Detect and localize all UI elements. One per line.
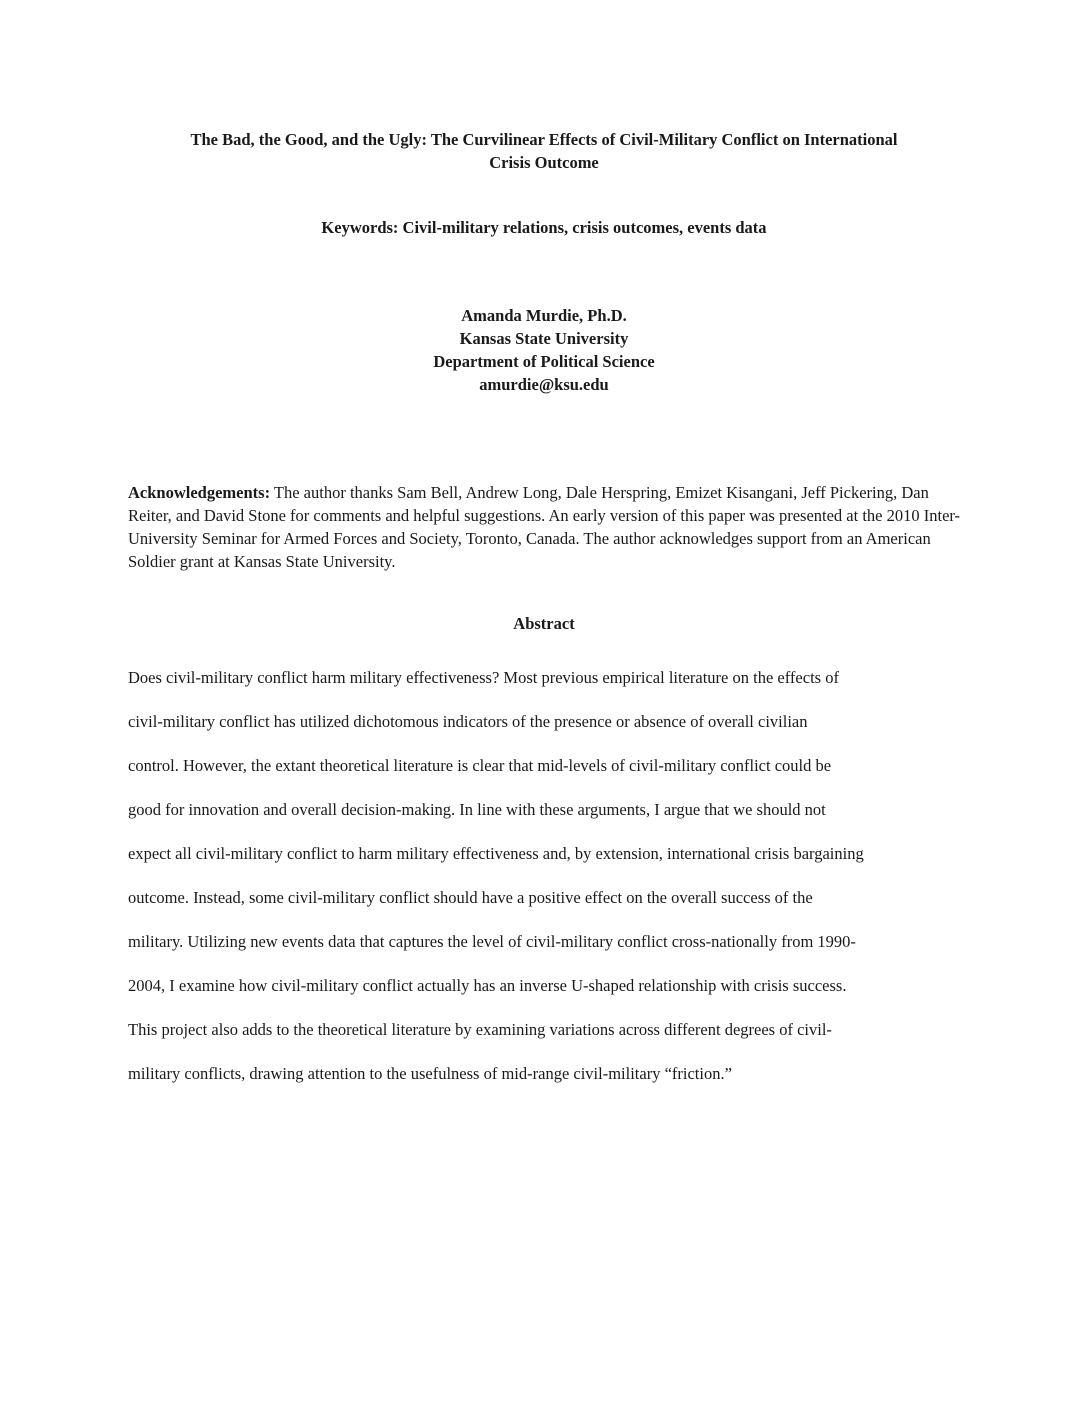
acknowledgements-label: Acknowledgements:: [128, 483, 271, 502]
paper-title-line-2: Crisis Outcome: [489, 153, 599, 172]
abstract-heading: Abstract: [513, 614, 575, 633]
author-email: amurdie@ksu.edu: [479, 375, 609, 394]
abstract-line: control. However, the extant theoretical literature is clear that mid-levels of civil-military conflict could be: [128, 756, 832, 775]
abstract-line: military conflicts, drawing attention to the usefulness of mid-range civil-military “friction.”: [128, 1064, 732, 1083]
abstract-line: Does civil-military conflict harm military effectiveness? Most previous empirical literature on the effects of: [128, 668, 839, 687]
acknowledgements-paragraph: [128, 481, 964, 573]
keywords-line: Keywords: Civil-military relations, crisis outcomes, events data: [321, 218, 767, 237]
abstract-line: military. Utilizing new events data that captures the level of civil-military conflict cross-nationally from 1990-: [128, 932, 856, 951]
author-name: Amanda Murdie, Ph.D.: [461, 306, 627, 325]
abstract-line: expect all civil-military conflict to harm military effectiveness and, by extension, international crisis bargaining: [128, 844, 864, 863]
abstract-line: outcome. Instead, some civil-military conflict should have a positive effect on the overall success of the: [128, 888, 813, 907]
abstract-line: This project also adds to the theoretical literature by examining variations across different degrees of civil-: [128, 1020, 832, 1039]
acknowledgements-text: The author thanks Sam Bell, Andrew Long, Dale Herspring, Emizet Kisangani, Jeff Pickering, Dan Reiter, and David Stone for comments and helpful suggestions. An early version of this paper was presented at the 2010 Inter-University Seminar for Armed Forces and Society, Toronto, Canada. The author acknowledges support from an American Soldier grant at Kansas State University.: [128, 483, 961, 571]
author-block: [120, 304, 968, 396]
paper-title: [120, 128, 968, 174]
abstract-body: [128, 656, 964, 1096]
author-institution: Kansas State University: [459, 329, 629, 348]
abstract-line: civil-military conflict has utilized dichotomous indicators of the presence or absence of overall civilian: [128, 712, 808, 731]
paper-title-line-1: The Bad, the Good, and the Ugly: The Curvilinear Effects of Civil-Military Conflict on International: [190, 130, 898, 149]
abstract-line: good for innovation and overall decision-making. In line with these arguments, I argue that we should not: [128, 800, 826, 819]
author-department: Department of Political Science: [433, 352, 655, 371]
abstract-line: 2004, I examine how civil-military conflict actually has an inverse U-shaped relationship with crisis success.: [128, 976, 847, 995]
